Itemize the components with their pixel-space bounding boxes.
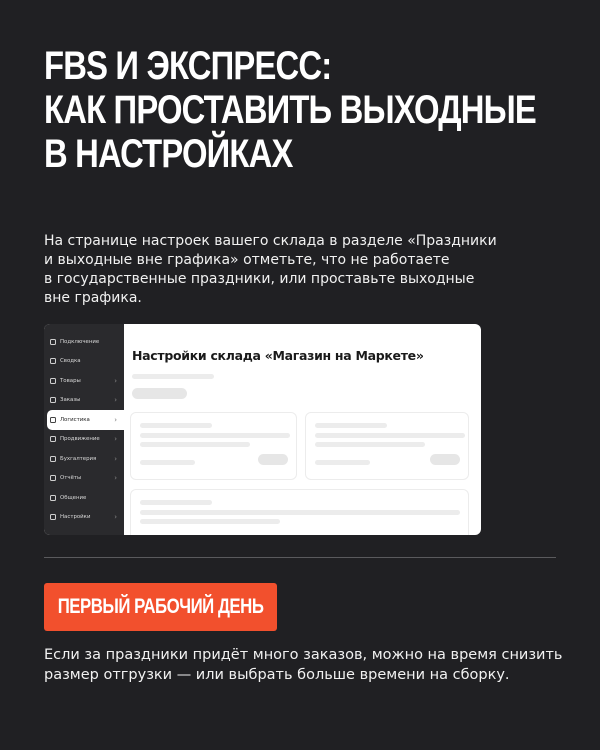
placeholder-card [130,412,297,480]
sidebar-item-settings[interactable] [44,508,124,528]
chat-icon [50,495,56,501]
sidebar-item-promotion[interactable] [44,430,124,450]
orders-icon [50,397,56,403]
placeholder-line [140,423,212,428]
placeholder-line [140,460,195,465]
sidebar-item-orders[interactable] [44,391,124,411]
placeholder-line [140,500,212,505]
settings-screenshot [44,324,481,535]
placeholder-line [140,519,280,524]
badge-label: ПЕРВЫЙ РАБОЧИЙ ДЕНЬ [57,595,264,618]
placeholder-line [140,442,250,447]
placeholder-line [315,460,370,465]
intro-line-4: вне графика. [44,290,142,306]
placeholder-line [140,433,290,438]
sidebar-item-products[interactable] [44,371,124,391]
placeholder-subtitle [132,374,214,379]
headline-line-2: КАК ПРОСТАВИТЬ ВЫХОДНЫЕ [44,88,536,132]
placeholder-line [140,510,460,515]
chevron-right-icon: › [114,396,117,405]
placeholder-card [305,412,469,480]
plug-icon [50,339,56,345]
first-workday-badge [44,583,277,631]
summary-icon [50,358,56,364]
truck-icon [50,417,56,423]
footer-line-1: Если за праздники придёт много заказов, можно на время снизить [44,647,563,663]
placeholder-card [130,489,469,535]
sidebar-item-accounting[interactable] [44,449,124,469]
intro-line-1: На странице настроек вашего склада в разделе «Праздники [44,233,497,249]
page-title: Настройки склада «Магазин на Маркете» [132,348,424,363]
headline-line-3: В НАСТРОЙКАХ [44,132,293,176]
headline [44,44,536,176]
sidebar-item-label: Товары [60,377,81,384]
chart-icon [50,436,56,442]
divider [44,557,556,558]
placeholder-line [315,442,425,447]
sidebar-item-connection[interactable] [44,332,124,352]
sidebar-item-logistics[interactable] [47,410,124,430]
intro-text [44,232,544,308]
gear-icon [50,514,56,520]
ruble-icon [50,456,56,462]
chevron-right-icon: › [114,415,117,424]
sidebar-item-label: Продвижение [60,436,100,443]
sidebar-item-label: Подключение [60,338,100,345]
sidebar-item-label: Заказы [60,397,81,404]
box-icon [50,378,56,384]
headline-line-1: FBS И ЭКСПРЕСС: [44,44,332,88]
footer-text [44,645,564,685]
footer-line-2: размер отгрузки — или выбрать больше времени на сборку. [44,667,510,683]
sidebar-item-label: Общение [60,494,87,501]
chevron-right-icon: › [114,454,117,463]
intro-line-3: в государственные праздники, или проставьте выходные [44,271,475,287]
sidebar-item-label: Сводка [60,358,81,365]
placeholder-button[interactable] [430,454,460,465]
sidebar-item-label: Отчёты [60,475,82,482]
mock-content [124,324,481,535]
sidebar-item-label: Бухгалтерия [60,455,97,462]
placeholder-line [315,423,387,428]
chevron-right-icon: › [114,513,117,522]
chevron-right-icon: › [114,435,117,444]
chevron-right-icon: › [114,474,117,483]
sidebar-item-label: Логистика [60,416,90,423]
placeholder-button[interactable] [258,454,288,465]
sidebar-item-summary[interactable] [44,352,124,372]
chevron-right-icon: › [114,376,117,385]
intro-line-2: и выходные вне графика» отметьте, что не работаете [44,252,450,268]
reports-icon [50,475,56,481]
sidebar-item-reports[interactable] [44,469,124,489]
sidebar-item-label: Настройки [60,514,91,521]
mock-sidebar [44,324,124,535]
sidebar-item-communication[interactable] [44,488,124,508]
placeholder-line [315,433,465,438]
placeholder-chip[interactable] [132,388,187,399]
